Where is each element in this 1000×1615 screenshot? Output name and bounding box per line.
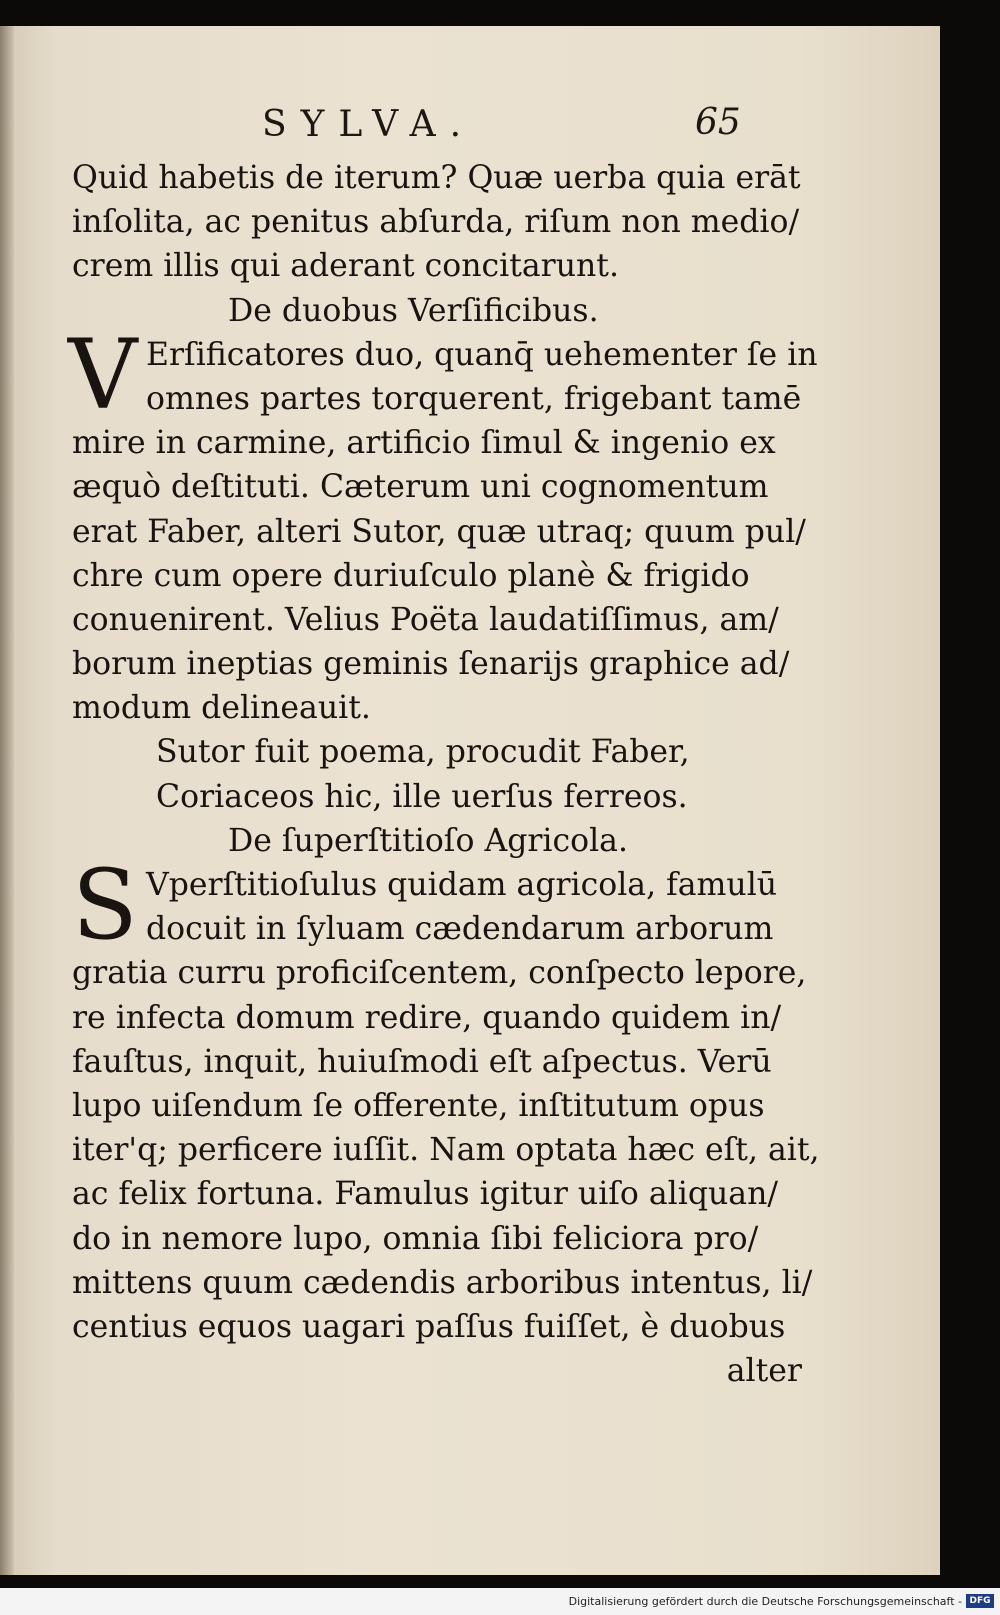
catchword: alter <box>726 1353 802 1390</box>
text-line: modum delineauit. <box>72 690 371 727</box>
text-line: gratia curru proficiſcentem, conſpecto lepore, <box>72 955 807 992</box>
text-line: mittens quum cædendis arboribus intentus, li/ <box>72 1264 813 1301</box>
section-heading-farmer: De ſuperſtitioſo Agricola. <box>228 822 628 859</box>
text-line: lupo uiſendum ſe offerente, inſtitutum opus <box>72 1087 765 1124</box>
text-line: iter'q; perficere iuſſit. Nam optata hæc eſt, ait, <box>72 1132 820 1169</box>
drop-cap-s: S <box>72 849 138 961</box>
text-line: Vperſtitioſulus quidam agricola, famulū <box>146 867 778 903</box>
text-line: omnes partes torquerent, frigebant tamē <box>146 380 802 417</box>
verse-line: Sutor fuit poema, procudit Faber, <box>156 734 690 771</box>
page-number: 65 <box>695 102 741 143</box>
text-line: Quid habetis de iterum? Quæ uerba quia erāt <box>72 160 801 196</box>
running-title: SYLVA. <box>262 104 476 145</box>
text-line: inſolita, ac penitus abſurda, riſum non medio/ <box>72 204 800 241</box>
text-line: fauſtus, inquit, huiuſmodi eſt aſpectus. Verū <box>72 1043 772 1080</box>
funding-credit: Digitalisierung gefördert durch die Deutsche Forschungsgemeinschaft - <box>568 1595 962 1608</box>
text-line: do in nemore lupo, omnia ſibi feliciora pro/ <box>72 1220 759 1257</box>
page-text <box>68 156 820 1393</box>
section-heading-versifiers: De duobus Verſificibus. <box>228 292 599 329</box>
text-line: æquò deſtituti. Cæterum uni cognomentum <box>72 469 769 506</box>
digitization-footer <box>0 1588 1000 1615</box>
text-line: mire in carmine, artificio ſimul & ingenio ex <box>72 425 776 462</box>
drop-cap-v: V <box>68 318 138 431</box>
running-header <box>0 84 940 144</box>
text-line: chre cum opere duriuſculo planè & frigido <box>72 557 750 594</box>
text-line: crem illis qui aderant concitarunt. <box>72 248 619 285</box>
text-line: erat Faber, alteri Sutor, quæ utraq; quum pul/ <box>72 513 806 550</box>
text-line: ac felix fortuna. Famulus igitur uiſo aliquan/ <box>72 1176 778 1213</box>
book-page <box>0 26 940 1575</box>
text-line: re infecta domum redire, quando quidem in/ <box>72 999 782 1036</box>
text-line: centius equos uagari paſſus fuiſſet, è duobus <box>72 1308 786 1345</box>
text-line: borum ineptias geminis ſenarijs graphice ad/ <box>72 646 790 683</box>
paragraph-farmer <box>72 849 820 1349</box>
verse-line: Coriaceos hic, ille uerſus ferreos. <box>156 778 688 815</box>
paragraph-versifiers <box>68 318 818 731</box>
text-line: Erſificatores duo, quanq̄ uehementer ſe in <box>146 336 818 373</box>
dfg-logo: DFG <box>966 1594 994 1608</box>
text-line: conuenirent. Velius Poëta laudatiſſimus, am/ <box>72 601 779 638</box>
text-line: docuit in ſyluam cædendarum arborum <box>146 911 774 948</box>
